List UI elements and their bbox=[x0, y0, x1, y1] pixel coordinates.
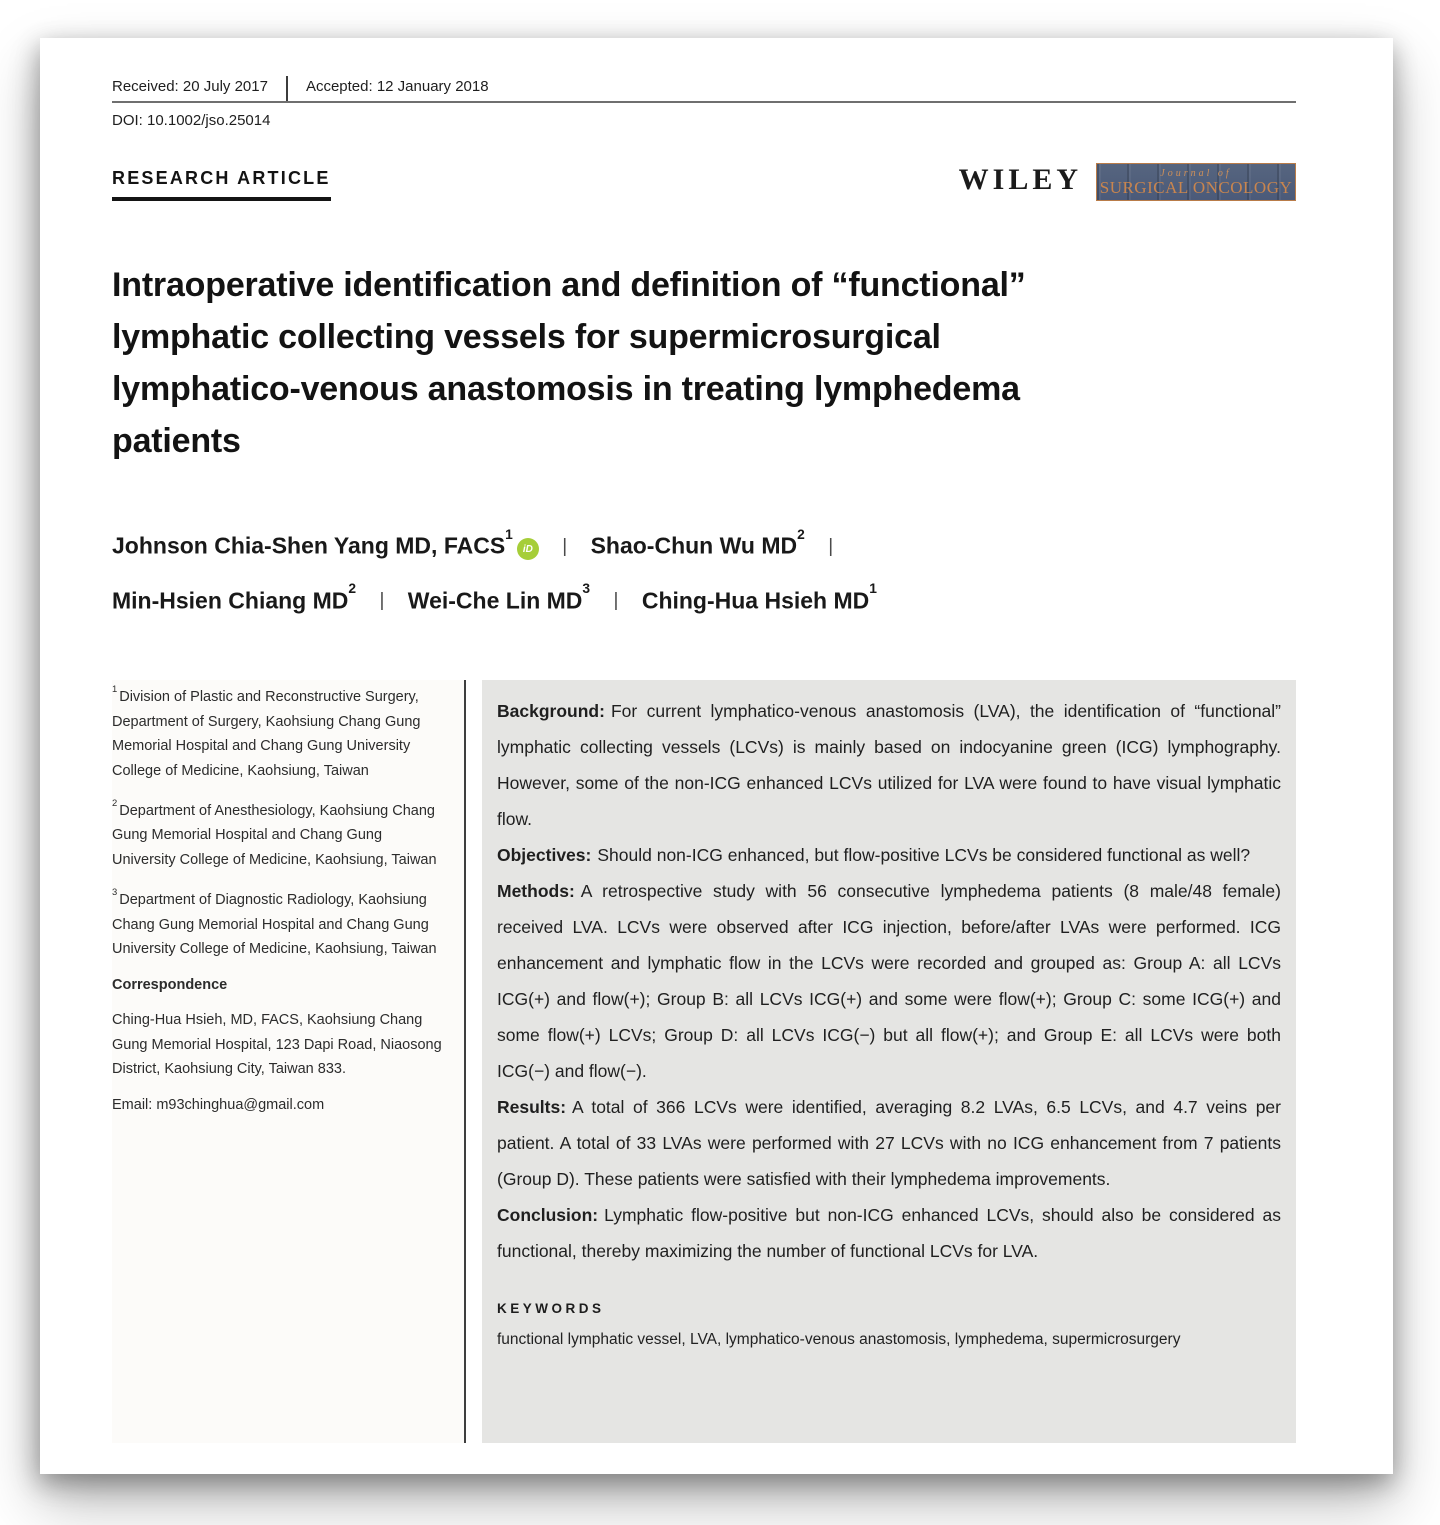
meta-divider bbox=[286, 76, 288, 101]
doi-text: DOI: 10.1002/jso.25014 bbox=[112, 112, 271, 129]
author-affiliation-sup: 2 bbox=[348, 581, 357, 597]
author-affiliation-sup: 1 bbox=[505, 526, 513, 542]
title-line-2: lymphatic collecting vessels for supermicrosurgical bbox=[112, 318, 941, 356]
section-text: Lymphatic flow-positive but non-ICG enhanced LCVs, should also be considered as functional, thereby maximizing the number of functional LCVs for LVA. bbox=[497, 1205, 1281, 1262]
affiliation-number: 1 bbox=[112, 683, 118, 695]
body-columns bbox=[112, 680, 1296, 1443]
correspondence-email: Email: m93chinghua@gmail.com bbox=[112, 1096, 325, 1113]
keywords-text: functional lymphatic vessel, LVA, lymphatico-venous anastomosis, lymphedema, supermicrosurgery bbox=[497, 1331, 1181, 1349]
article-type-row bbox=[112, 163, 1296, 201]
correspondence-address: Ching-Hua Hsieh, MD, FACS, Kaohsiung Chang Gung Memorial Hospital, 123 Dapi Road, Niaosong District, Kaohsiung City, Taiwan 833. bbox=[112, 1012, 442, 1078]
section-text: Should non-ICG enhanced, but flow-positive LCVs be considered functional as well? bbox=[597, 845, 1251, 866]
orcid-icon[interactable]: iD bbox=[517, 538, 539, 560]
section-label: Methods: bbox=[497, 881, 575, 902]
journal-cover-badge bbox=[1096, 163, 1296, 201]
section-text: A total of 366 LCVs were identified, averaging 8.2 LVAs, 6.5 LCVs, and 4.7 veins per patient. A total of 33 LVAs were performed with 27 LCVs with no ICG enhancement from 7 patients (Group D). These patients were satisfied with their lymphedema improvements. bbox=[497, 1097, 1281, 1190]
section-label: Conclusion: bbox=[497, 1205, 599, 1226]
abstract-objectives bbox=[497, 837, 1281, 873]
author-name: Ching-Hua Hsieh MD bbox=[641, 587, 870, 614]
received-date: Received: 20 July 2017 bbox=[112, 78, 268, 95]
title-line-3: lymphatico-venous anastomosis in treating lymphedema bbox=[112, 370, 1020, 408]
title-line-1: Intraoperative identification and definition of “functional” bbox=[112, 266, 1026, 304]
column-divider bbox=[464, 680, 466, 1443]
article-type-label: RESEARCH ARTICLE bbox=[112, 168, 331, 201]
author-name: Wei-Che Lin MD bbox=[407, 587, 583, 614]
section-text: A retrospective study with 56 consecutive lymphedema patients (8 male/48 female) received LVA. LCVs were observed after ICG injection, before/after LVAs were performed. ICG enhancement and lymphatic flow in the LCVs were recorded and grouped as: Group A: all LCVs ICG(+) and flow(+); Group B: all LCVs ICG(+) and some were flow(+); Group C: some ICG(+) and some flow(+) LCVs; Group D: all LCVs ICG(−) but all flow(+); and Group E: all LCVs were both ICG(−) and flow(−). bbox=[497, 881, 1281, 1082]
affiliation-text: Department of Anesthesiology, Kaohsiung Chang Gung Memorial Hospital and Chang Gung University College of Medicine, Kaohsiung, Taiwan bbox=[112, 802, 437, 868]
accepted-date: Accepted: 12 January 2018 bbox=[305, 78, 489, 95]
author-row-2 bbox=[112, 572, 1296, 627]
affiliation-text: Department of Diagnostic Radiology, Kaohsiung Chang Gung Memorial Hospital and Chang Gung University College of Medicine, Kaohsiung, Taiwan bbox=[112, 892, 437, 958]
author-affiliation-sup: 2 bbox=[797, 526, 805, 542]
author-list bbox=[112, 517, 1296, 626]
author-name: Min-Hsien Chiang MD bbox=[112, 587, 349, 614]
abstract-methods bbox=[497, 873, 1281, 1089]
section-label: Results: bbox=[497, 1097, 567, 1118]
wiley-logo: WILEY bbox=[958, 163, 1082, 196]
publisher-brand bbox=[959, 163, 1296, 201]
abstract-results bbox=[497, 1089, 1281, 1197]
affiliation-3 bbox=[112, 883, 442, 961]
affiliation-number: 2 bbox=[112, 796, 118, 808]
section-text: For current lymphatico-venous anastomosis (LVA), the identification of “functional” lymphatic collecting vessels (LCVs) is mainly based on indocyanine green (ICG) lymphography. However, some of the non-ICG enhanced LCVs utilized for LVA were found to have visual lymphatic flow. bbox=[497, 701, 1281, 830]
page-content bbox=[40, 38, 1393, 1443]
section-label: Objectives: bbox=[497, 845, 592, 866]
article-title bbox=[112, 259, 1296, 467]
author-separator: | bbox=[562, 535, 568, 557]
abstract-background bbox=[497, 693, 1281, 837]
correspondence-heading: Correspondence bbox=[112, 976, 228, 993]
author-separator: | bbox=[379, 590, 385, 612]
affiliation-text: Division of Plastic and Reconstructive Surgery, Department of Surgery, Kaohsiung Chang Gung Memorial Hospital and Chang Gung University College of Medicine, Kaohsiung, Taiwan bbox=[112, 689, 421, 779]
affiliation-number: 3 bbox=[112, 886, 118, 898]
keywords-heading: KEYWORDS bbox=[497, 1301, 605, 1317]
title-line-4: patients bbox=[112, 422, 241, 460]
author-separator: | bbox=[613, 590, 619, 612]
author-affiliation-sup: 3 bbox=[582, 581, 591, 597]
abstract-conclusion bbox=[497, 1197, 1281, 1269]
journal-name-main: SURGICAL ONCOLOGY bbox=[1099, 177, 1293, 197]
author-affiliation-sup: 1 bbox=[869, 581, 877, 597]
journal-name-top: Journal of bbox=[1160, 167, 1232, 179]
affiliation-2 bbox=[112, 794, 442, 872]
received-accepted-row bbox=[112, 78, 1296, 103]
affiliations-sidebar bbox=[112, 680, 464, 1443]
section-label: Background: bbox=[497, 701, 605, 722]
author-separator: | bbox=[828, 535, 834, 557]
abstract-box bbox=[482, 680, 1296, 1443]
affiliation-1 bbox=[112, 680, 442, 783]
author-name: Shao-Chun Wu MD bbox=[590, 532, 798, 559]
paper-page bbox=[40, 38, 1393, 1474]
author-name: Johnson Chia-Shen Yang MD, FACS bbox=[112, 532, 506, 559]
author-row-1 bbox=[112, 517, 1296, 572]
